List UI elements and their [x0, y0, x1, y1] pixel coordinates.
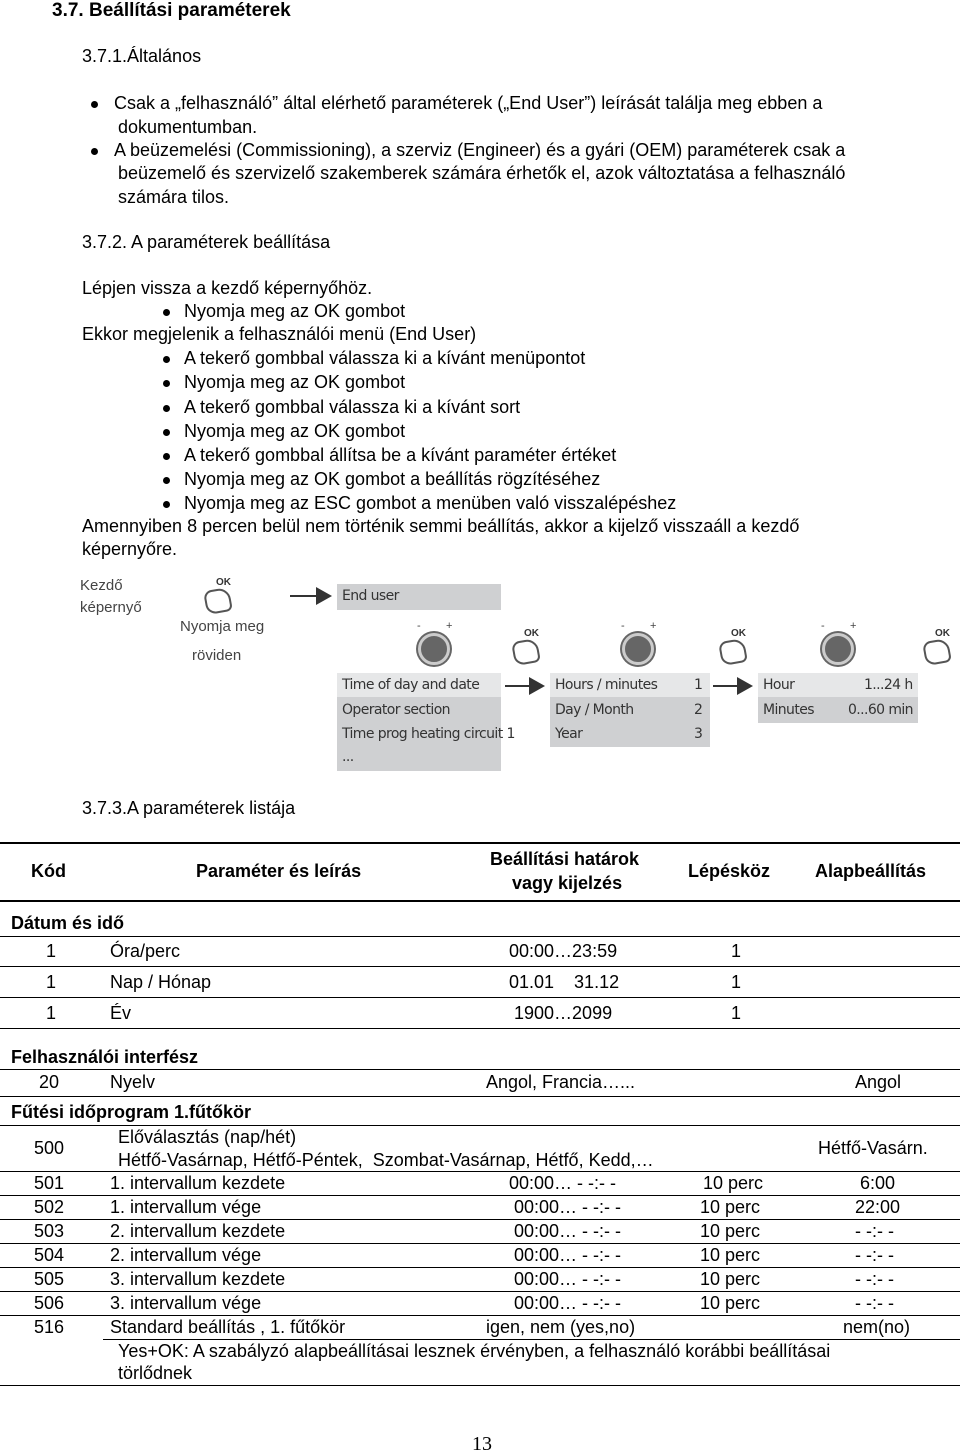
menu-item-number: 1 [694, 677, 703, 693]
bullet-icon [163, 453, 170, 460]
row-default: Angol [855, 1072, 902, 1092]
menu-appears-text: Ekkor megjelenik a felhasználói menü (End User) [82, 324, 477, 344]
row-range: 00:00… - -:- - [509, 1173, 617, 1193]
row-default: 6:00 [860, 1173, 896, 1193]
col-header-step: Lépésköz [688, 861, 771, 881]
dial-minus: - [417, 620, 421, 632]
row-code: 516 [34, 1317, 65, 1337]
timeout-text: Amennyiben 8 percen belül nem történik semmi beállítás, akkor a kijelző visszaáll a kezdő [82, 516, 800, 536]
bullet-icon [163, 501, 170, 508]
menu-item-number: 3 [694, 726, 703, 742]
row-default: Hétfő-Vasárn. [818, 1138, 928, 1158]
row-default: - -:- - [855, 1245, 894, 1265]
row-range: 00:00… - -:- - [514, 1197, 622, 1217]
ok-button-icon [718, 638, 748, 666]
step-item: A tekerő gombbal válassza ki a kívánt sort [184, 397, 521, 417]
end-user-screen [337, 584, 501, 610]
press-short-label: Nyomja meg [180, 618, 265, 635]
row-code: 503 [34, 1221, 65, 1241]
menu-item: ... [342, 749, 354, 765]
row-step: 10 perc [700, 1293, 761, 1313]
start-screen-label: képernyő [80, 599, 142, 616]
row-name: Nap / Hónap [110, 972, 212, 992]
row-range: 1900…2099 [514, 1003, 613, 1023]
back-instruction: Lépjen vissza a kezdő képernyőhöz. [82, 278, 373, 298]
row-name: 1. intervallum vége [110, 1197, 262, 1217]
col-header-range: Beállítási határok [490, 849, 640, 869]
arrow-icon [505, 685, 531, 687]
row-default: nem(no) [843, 1317, 911, 1337]
press-short-label: röviden [192, 647, 242, 664]
bullet-text: beüzemelő és szervizelő szakemberek számára érhetők el, azok változtatása a felhasználó [118, 163, 846, 183]
row-range: 00:00… - -:- - [514, 1245, 622, 1265]
row-note: törlődnek [118, 1363, 193, 1383]
row-range: 01.01 31.12 [509, 972, 620, 992]
row-name: Nyelv [110, 1072, 156, 1092]
bullet-text: A beüzemelési (Commissioning), a szerviz (Engineer) és a gyári (OEM) paraméterek csak a [114, 140, 846, 160]
section-heading: 3.7. Beállítási paraméterek [52, 0, 291, 21]
rotary-knob-icon [822, 633, 854, 665]
step-item: Nyomja meg az OK gombot [184, 421, 406, 441]
row-code: 505 [34, 1269, 65, 1289]
dial-plus: + [850, 620, 857, 632]
row-name: 3. intervallum kezdete [110, 1269, 286, 1289]
bullet-icon [163, 477, 170, 484]
bullet-icon [91, 148, 98, 155]
menu-item: Operator section [342, 702, 450, 718]
arrow-icon [713, 685, 739, 687]
menu-item-range: 1...24 h [864, 677, 913, 693]
step-item: A tekerő gombbal állítsa be a kívánt paraméter értéket [184, 445, 617, 465]
col-header-code: Kód [31, 861, 66, 881]
dial-plus: + [446, 620, 453, 632]
row-range: 00:00… - -:- - [514, 1293, 622, 1313]
menu-item: Hour [763, 677, 795, 693]
arrow-icon [529, 677, 545, 695]
row-name: 1. intervallum kezdete [110, 1173, 286, 1193]
bullet-icon [163, 429, 170, 436]
ok-button-icon [511, 638, 541, 666]
subsection-setting: 3.7.2. A paraméterek beállítása [82, 232, 331, 252]
row-code: 504 [34, 1245, 65, 1265]
dial-minus: - [821, 620, 825, 632]
subsection-list: 3.7.3.A paraméterek listája [82, 798, 296, 818]
row-step: 10 perc [700, 1197, 761, 1217]
row-name: Standard beállítás , 1. fűtőkör [110, 1317, 346, 1337]
bullet-icon [163, 356, 170, 363]
row-step: 1 [731, 1003, 742, 1023]
main-menu-screen [337, 673, 515, 771]
dial-minus: - [621, 620, 625, 632]
step-item: Nyomja meg az ESC gombot a menüben való visszalépéshez [184, 493, 677, 513]
row-name: Előválasztás (nap/hét) [118, 1127, 297, 1147]
col-header-default: Alapbeállítás [815, 861, 927, 881]
row-default: - -:- - [855, 1221, 894, 1241]
row-code: 502 [34, 1197, 65, 1217]
date-time-screen [550, 673, 710, 747]
rotary-knob-icon [418, 633, 450, 665]
step-item: A tekerő gombbal válassza ki a kívánt menüpontot [184, 348, 586, 368]
arrow-icon [737, 677, 753, 695]
hours-minutes-screen [758, 673, 918, 723]
row-step: 10 perc [700, 1221, 761, 1241]
ok-label: OK [731, 628, 746, 639]
row-step: 1 [731, 941, 742, 961]
step-item: Nyomja meg az OK gombot [184, 372, 406, 392]
subsection-general: 3.7.1.Általános [82, 46, 202, 66]
ok-label: OK [935, 628, 950, 639]
row-code: 501 [34, 1173, 65, 1193]
rotary-knob-icon [622, 633, 654, 665]
menu-item-range: 0...60 min [848, 702, 913, 718]
row-code: 1 [46, 1003, 57, 1023]
menu-item: Time prog heating circuit 1 [342, 726, 515, 742]
section-heating-program: Fűtési időprogram 1.fűtőkör [11, 1102, 252, 1122]
row-range: Angol, Francia…... [486, 1072, 636, 1092]
section-user-interface: Felhasználói interfész [11, 1047, 199, 1067]
menu-item: Day / Month [555, 702, 634, 718]
menu-item: Year [555, 726, 583, 742]
row-name: Óra/perc [110, 941, 181, 961]
row-default: 22:00 [855, 1197, 901, 1217]
bullet-icon [163, 380, 170, 387]
row-step: 10 perc [703, 1173, 764, 1193]
bullet-text: Csak a „felhasználó” által elérhető paraméterek („End User”) leírását találja meg ebben a [114, 93, 823, 113]
row-name: 2. intervallum kezdete [110, 1221, 286, 1241]
row-default: - -:- - [855, 1293, 894, 1313]
bullet-icon [163, 309, 170, 316]
row-code: 500 [34, 1138, 65, 1158]
row-name: 3. intervallum vége [110, 1293, 262, 1313]
arrow-icon [290, 595, 318, 597]
row-name: 2. intervallum vége [110, 1245, 262, 1265]
row-code: 1 [46, 972, 57, 992]
end-user-label: End user [342, 588, 399, 604]
row-step: 10 perc [700, 1269, 761, 1289]
row-code: 506 [34, 1293, 65, 1313]
col-header-range: vagy kijelzés [512, 873, 623, 893]
row-step: 1 [731, 972, 742, 992]
bullet-icon [163, 405, 170, 412]
row-range: 00:00…23:59 [509, 941, 618, 961]
step-item: Nyomja meg az OK gombot a beállítás rögzítéséhez [184, 469, 601, 489]
row-default: - -:- - [855, 1269, 894, 1289]
section-date-time: Dátum és idő [11, 913, 125, 933]
row-range: igen, nem (yes,no) [486, 1317, 636, 1337]
ok-label: OK [524, 628, 539, 639]
bullet-text: dokumentumban. [118, 117, 258, 137]
bullet-icon [91, 101, 98, 108]
ok-button-icon [203, 587, 233, 615]
start-screen-label: Kezdő [80, 577, 123, 594]
page-number: 13 [472, 1433, 492, 1455]
arrow-icon [316, 587, 332, 605]
ok-button-icon [922, 638, 952, 666]
row-code: 1 [46, 941, 57, 961]
timeout-text: képernyőre. [82, 539, 178, 559]
menu-item-number: 2 [694, 702, 703, 718]
dial-plus: + [650, 620, 657, 632]
row-step: 10 perc [700, 1245, 761, 1265]
row-note: Yes+OK: A szabályzó alapbeállításai lesznek érvényben, a felhasználó korábbi beállításai [118, 1341, 831, 1361]
row-name: Év [110, 1003, 132, 1023]
col-header-param: Paraméter és leírás [196, 861, 362, 881]
bullet-text: számára tilos. [118, 187, 230, 207]
press-ok-text: Nyomja meg az OK gombot [184, 301, 406, 321]
menu-item: Hours / minutes [555, 677, 658, 693]
menu-item: Time of day and date [342, 677, 480, 693]
ok-label: OK [216, 577, 231, 588]
row-code: 20 [39, 1072, 60, 1092]
row-options: Hétfő-Vasárnap, Hétfő-Péntek, Szombat-Vasárnap, Hétfő, Kedd,… [118, 1150, 654, 1170]
row-range: 00:00… - -:- - [514, 1221, 622, 1241]
menu-item: Minutes [763, 702, 814, 718]
row-range: 00:00… - -:- - [514, 1269, 622, 1289]
